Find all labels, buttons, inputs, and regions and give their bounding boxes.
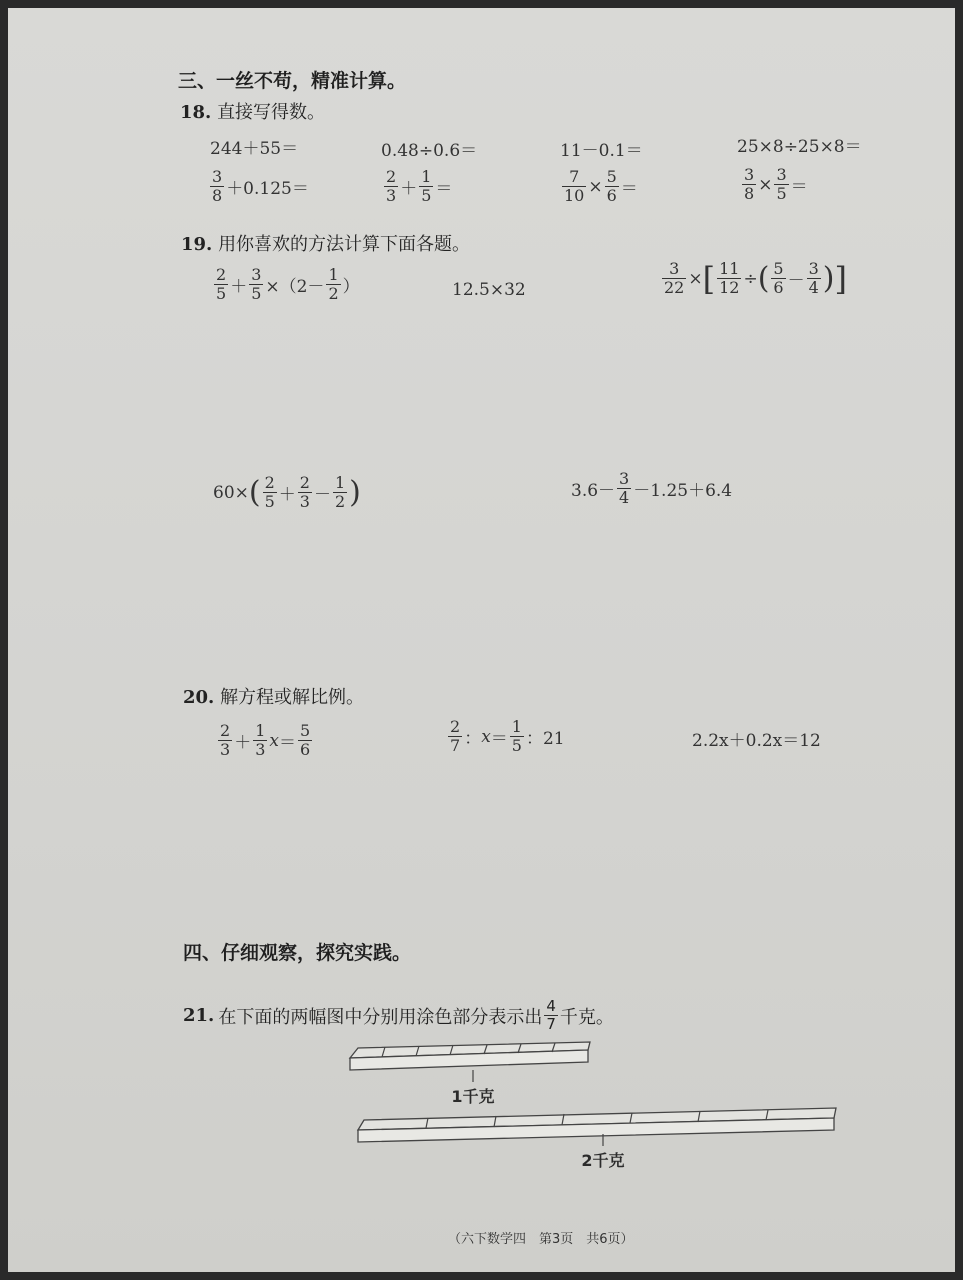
q20-text: 解方程或解比例。 — [220, 687, 365, 708]
fraction: 2 3 — [386, 167, 397, 205]
q20-equation-3: 2.2x＋0.2x＝12 — [692, 731, 821, 751]
fraction: 3 4 — [808, 259, 819, 297]
section-3-title: 三、一丝不苟，精准计算。 — [178, 70, 407, 92]
q18-item-8: $\frac{3}{8}$ × $\frac{3}{5}$ ＝ — [744, 165, 808, 203]
q20-number: 20. — [183, 687, 215, 708]
question-20 — [183, 683, 364, 709]
fraction: $\frac{3}{8}$ — [744, 165, 755, 203]
fraction: $\frac{7}{10}$ — [564, 167, 585, 205]
question-18 — [180, 98, 325, 124]
fraction: 1 5 — [421, 167, 432, 205]
q18-item-7: $\frac{7}{10}$ × $\frac{5}{6}$ ＝ — [564, 167, 638, 205]
q18-item-4: 25×8÷25×8＝ — [737, 137, 862, 157]
fraction: $\frac{3}{5}$ — [251, 265, 262, 303]
left-paren: ( — [248, 474, 261, 510]
fraction: 3 8 — [212, 167, 223, 205]
fraction: 2 7 — [450, 717, 461, 755]
q19-number: 19. — [181, 234, 213, 255]
fraction: $\frac{5}{6}$ — [606, 167, 617, 205]
fraction: 2 5 — [264, 473, 275, 511]
q19-expr-3: $\frac{3}{22}$ × [ $\frac{11}{12}$ ÷ ( 5 6 － 3 4 ) ] — [664, 259, 847, 298]
q20-equation-2: 2 7 ： x ＝ 1 5 ：21 — [450, 717, 565, 755]
q20-equation-1: 2 3 ＋ 1 3 x ＝ 5 6 — [220, 721, 311, 759]
bar-2kg-label: 2千克 — [581, 1151, 625, 1170]
q18-item-5: 3 8 ＋0.125＝ — [212, 167, 309, 205]
fraction: 2 3 — [220, 721, 231, 759]
fraction: 1 2 — [328, 265, 339, 303]
q18-item-1: 244＋55＝ — [210, 139, 299, 159]
bar-2kg — [358, 1108, 836, 1170]
fraction: 3 4 — [619, 469, 630, 507]
bar-1kg — [350, 1042, 590, 1106]
question-19 — [181, 230, 470, 256]
q18-item-3: 11－0.1＝ — [560, 141, 643, 161]
fraction: 1 5 — [511, 717, 522, 755]
fraction: 5 6 — [773, 259, 784, 297]
section-4-title: 四、仔细观察，探究实践。 — [183, 942, 412, 964]
right-paren: ) — [349, 474, 361, 510]
right-bracket: ] — [834, 259, 847, 298]
fraction: $\frac{11}{12}$ — [719, 259, 740, 297]
left-bracket: [ — [702, 259, 716, 298]
q19-expr-4: 60× ( 2 5 ＋ 2 3 － 1 2 ) — [213, 473, 361, 511]
right-paren: ) — [822, 260, 835, 296]
page-footer: （六下数学四 第3页 共6页） — [448, 1232, 634, 1247]
fraction: $\frac{3}{5}$ — [776, 165, 787, 203]
q21-text-end: 千克。 — [559, 1006, 614, 1028]
fraction: 1 2 — [334, 473, 346, 511]
weight-bars-diagram — [338, 1034, 848, 1174]
q19-text: 用你喜欢的方法计算下面各题。 — [218, 234, 471, 255]
q21-text: 在下面的两幅图中分别用涂色部分表示出 — [218, 1006, 543, 1028]
fraction: 2 5 — [216, 265, 227, 303]
q18-number: 18. — [180, 102, 212, 123]
q19-expr-2: 12.5×32 — [452, 280, 526, 300]
question-21 — [183, 998, 614, 1033]
left-paren: ( — [757, 260, 770, 296]
fraction: 2 3 — [299, 473, 310, 511]
q19-expr-5: 3.6－ 3 4 －1.25＋6.4 — [571, 469, 733, 507]
bar-1kg-label: 1千克 — [451, 1087, 495, 1106]
q19-expr-1: 2 5 ＋ $\frac{3}{5}$ ×（2－ 1 2 ） — [216, 265, 360, 303]
q18-item-2: 0.48÷0.6＝ — [381, 141, 478, 161]
fraction: $\frac{3}{22}$ — [664, 259, 685, 297]
fraction: 1 3 — [255, 721, 266, 759]
fraction: 4 7 — [546, 997, 556, 1033]
q18-item-6: 2 3 ＋ 1 5 ＝ — [386, 167, 453, 205]
fraction: 5 6 — [299, 721, 311, 759]
exam-page — [8, 8, 955, 1272]
q21-number: 21. — [183, 1005, 215, 1026]
q18-text: 直接写得数。 — [217, 102, 326, 123]
